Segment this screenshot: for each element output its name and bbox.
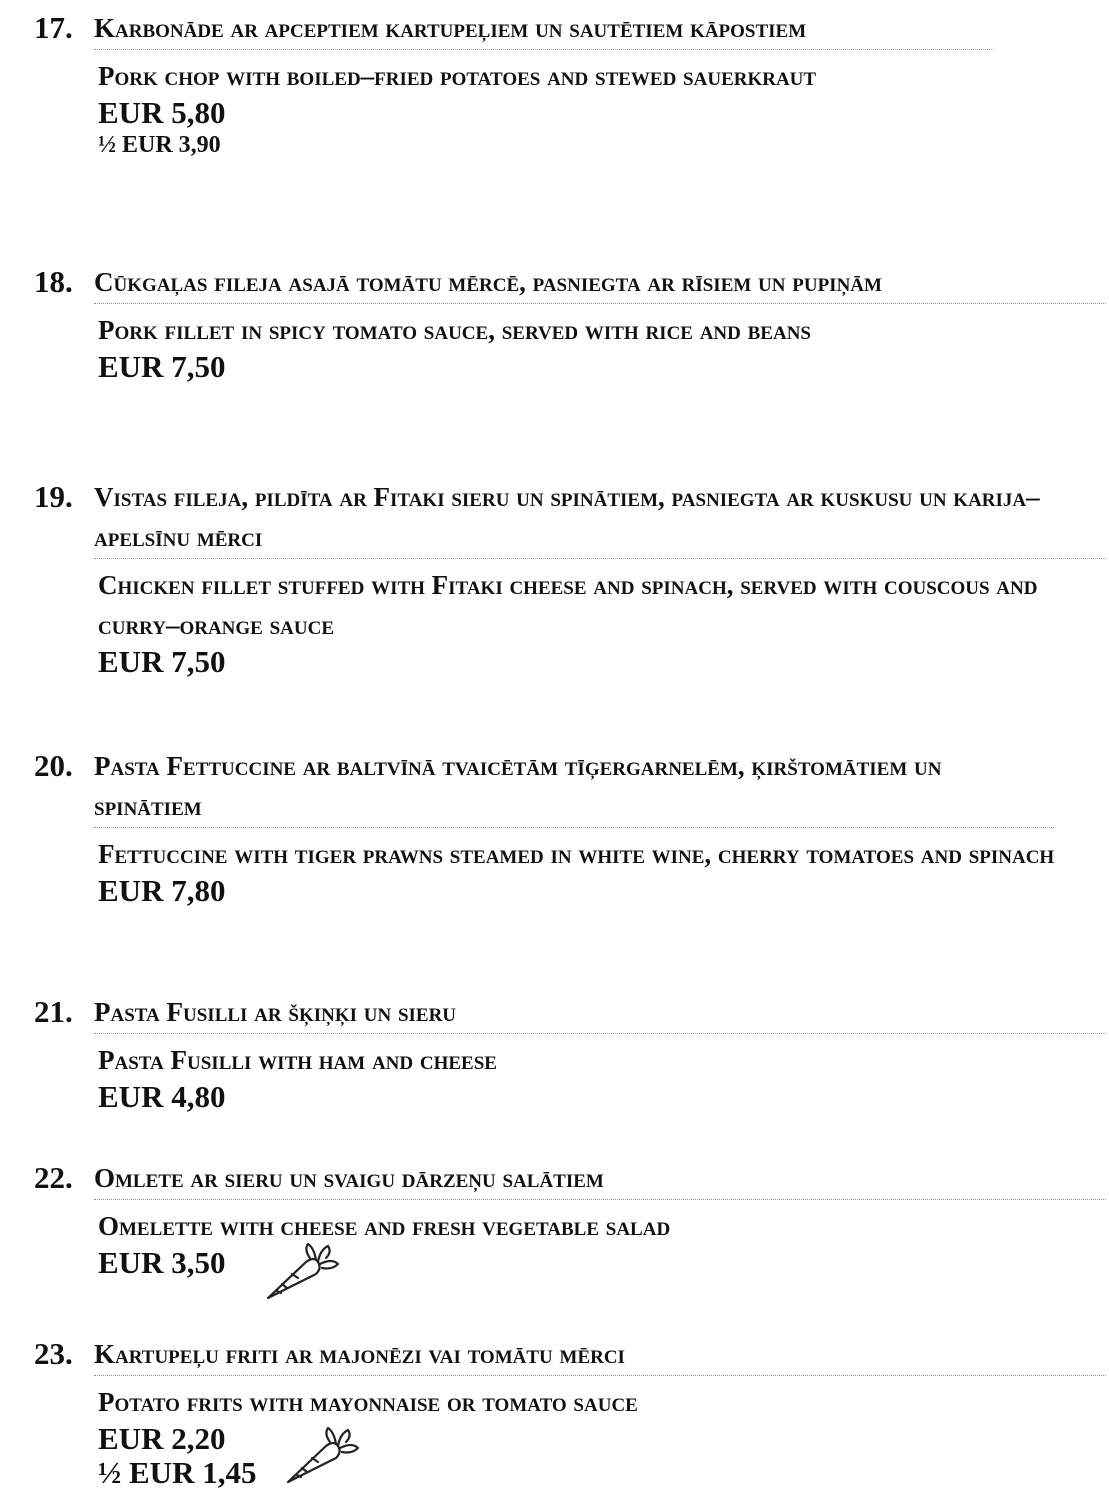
item-number: 21. (34, 994, 73, 1029)
item-price: EUR 7,80 (98, 873, 226, 908)
menu-item (34, 262, 1106, 384)
item-price: EUR 7,50 (98, 644, 226, 679)
item-name-english: Fettuccine with tiger prawns steamed in white wine, cherry tomatoes and spinach (98, 839, 1055, 869)
menu-item (34, 992, 1106, 1114)
item-name-latvian: Pasta Fusilli ar šķiņķi un sieru (94, 992, 1106, 1034)
item-name-latvian: Kartupeļu friti ar majonēzi vai tomātu mērci (94, 1334, 1106, 1376)
item-price: EUR 3,50 (98, 1245, 226, 1280)
item-name-latvian: Vistas fileja, pildīta ar Fitaki sieru un spinātiem, pasniegta ar kuskusu un karija–apelsīnu mērci (94, 477, 1106, 559)
item-half-price: ½ EUR 3,90 (98, 132, 221, 158)
item-name-latvian: Omlete ar sieru un svaigu dārzeņu salātiem (94, 1158, 1106, 1200)
menu-item (34, 477, 1106, 679)
item-name-english: Potato frits with mayonnaise or tomato sauce (98, 1387, 638, 1417)
carrot-icon (262, 1238, 342, 1302)
item-price: EUR 4,80 (98, 1079, 226, 1114)
item-price: EUR 5,80 (98, 95, 226, 130)
item-name-english: Pasta Fusilli with ham and cheese (98, 1045, 497, 1075)
item-price: EUR 7,50 (98, 349, 226, 384)
item-name-english: Pork chop with boiled–fried potatoes and stewed sauerkraut (98, 61, 817, 91)
item-name-english: Pork fillet in spicy tomato sauce, served with rice and beans (98, 315, 811, 345)
item-number: 19. (34, 479, 73, 514)
item-number: 20. (34, 748, 73, 783)
carrot-icon (282, 1422, 362, 1486)
menu-item (34, 1158, 1106, 1280)
menu-item (34, 1334, 1106, 1490)
item-half-price: ½ EUR 1,45 (98, 1455, 257, 1490)
item-number: 23. (34, 1336, 73, 1371)
item-number: 17. (34, 10, 73, 45)
item-name-english: Chicken fillet stuffed with Fitaki cheese and spinach, served with couscous and curry–orange sauce (98, 570, 1038, 640)
item-name-latvian: Karbonāde ar apceptiem kartupeļiem un sautētiem kāpostiem (94, 8, 994, 50)
item-number: 18. (34, 264, 73, 299)
menu-item (34, 746, 1106, 908)
item-name-latvian: Pasta Fettuccine ar baltvīnā tvaicētām tīģergarnelēm, ķirštomātiem un spinātiem (94, 746, 1054, 828)
item-number: 22. (34, 1160, 73, 1195)
item-price: EUR 2,20 (98, 1421, 226, 1456)
item-name-english: Omelette with cheese and fresh vegetable salad (98, 1211, 671, 1241)
menu-item (34, 8, 1106, 160)
item-name-latvian: Cūkgaļas fileja asajā tomātu mērcē, pasniegta ar rīsiem un pupiņām (94, 262, 1106, 304)
